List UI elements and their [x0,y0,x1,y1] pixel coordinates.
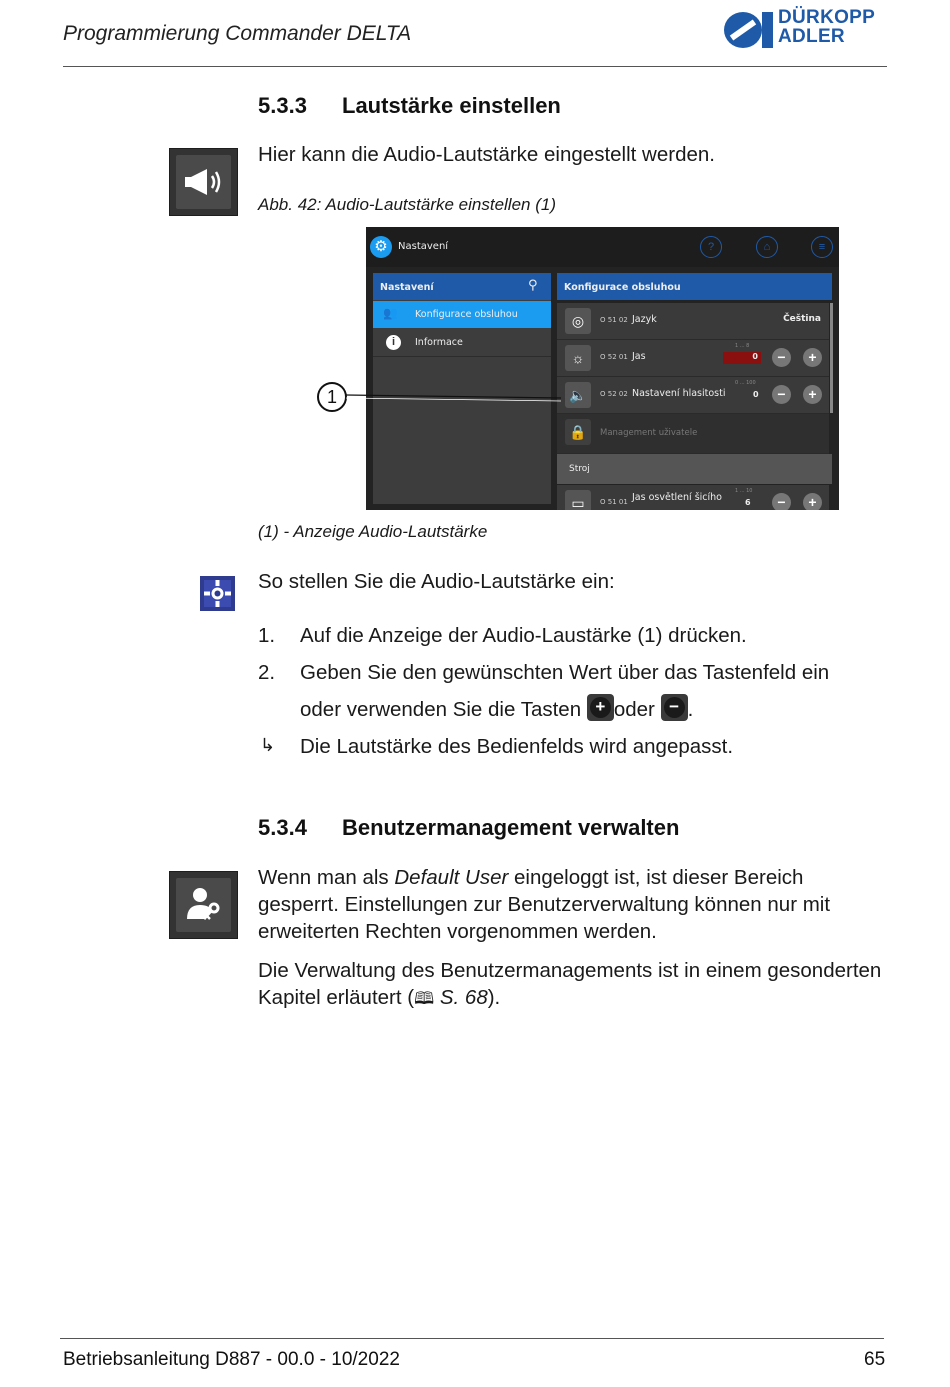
right-panel-title: Konfigurace obsluhou [564,282,681,293]
document-header-title: Programmierung Commander DELTA [63,22,412,45]
instruction-icon [200,576,235,611]
brightness-minus-button[interactable]: − [772,348,791,367]
plus-key-icon: + [587,694,614,721]
help-icon[interactable]: ? [700,236,722,258]
section-heading-volume: 5.3.3 Lautstärke einstellen [258,93,561,118]
settings-row-user-management: 🔒 Management uživatele [557,414,829,454]
light-minus-button[interactable]: − [772,493,791,510]
settings-row-language[interactable]: ◎ O 51 02 Jazyk Čeština [557,303,829,340]
left-item-operator-config[interactable]: 👥 Konfigurace obsluhou [373,301,551,328]
figure-legend: (1) - Anzeige Audio-Lautstärke [258,522,488,541]
volume-minus-button[interactable]: − [772,385,791,404]
settings-gear-icon: ⚙ [370,236,392,258]
info-icon: i [386,335,401,350]
duerkopp-adler-logo: DÜRKOPP ADLER [722,8,892,52]
step-2-number: 2. [258,661,276,684]
brightness-icon: ☼ [565,345,591,371]
callout-marker: 1 [317,382,347,412]
users-gear-icon: 👥 [383,306,398,320]
footer-page-number: 65 [864,1349,886,1370]
menu-icon[interactable]: ≡ [811,236,833,258]
volume-plus-button[interactable]: + [803,385,822,404]
globe-icon: ◎ [565,308,591,334]
book-reference-icon: 🕮 [414,989,435,1008]
user-key-icon-tile [169,871,238,939]
figure-caption: Abb. 42: Audio-Lautstärke einstellen (1) [258,195,556,214]
left-item-information[interactable]: i Informace [373,329,551,357]
result-arrow-icon: ↳ [260,735,276,755]
lock-icon: 🔒 [565,419,591,445]
left-panel-title: Nastavení [380,282,434,293]
settings-row-volume[interactable]: 🔈 O 52 02 Nastavení hlasitosti 0 ... 100 0 − + [557,377,829,414]
search-icon[interactable]: ⚲ [528,278,538,293]
settings-row-brightness[interactable]: ☼ O 52 01 Jas 1 ... 8 0 − + [557,340,829,377]
brightness-plus-button[interactable]: + [803,348,822,367]
sewing-light-icon: ▭ [565,490,591,510]
logo-mark-icon [722,8,776,52]
home-icon[interactable]: ⌂ [756,236,778,258]
step-1-text: Auf die Anzeige der Audio-Laustärke (1) drücken. [300,624,747,647]
section-heading-user-management: 5.3.4 Benutzermanagement verwalten [258,815,680,840]
intro-text: Hier kann die Audio-Lautstärke eingestellt werden. [258,143,715,166]
minus-key-icon: − [661,694,688,721]
callout-leader-line [346,394,562,402]
step-2-continuation: oder verwenden Sie die Tasten + oder − . [300,697,693,724]
instruction-intro: So stellen Sie die Audio-Lautstärke ein: [258,570,615,593]
step-2-text: Geben Sie den gewünschten Wert über das Tastenfeld ein [300,661,830,684]
step-1-number: 1. [258,624,276,647]
volume-value[interactable]: 0 [753,390,759,399]
user-key-icon [185,886,223,924]
settings-row-light[interactable]: ▭ O 51 01 Jas osvětlení šicího 1 ... 10 6 − + [557,485,829,510]
result-text: Die Lautstärke des Bedienfelds wird angepasst. [300,735,734,758]
footer-rule [60,1338,884,1339]
page-reference-link[interactable]: S. 68 [439,986,488,1009]
settings-screenshot [366,227,839,510]
scrollbar[interactable] [830,303,833,413]
brightness-value-box[interactable]: 0 [723,352,761,364]
speaker-icon-small: 🔈 [565,382,591,408]
header-rule [63,66,887,67]
screen-title: Nastavení [398,241,449,252]
footer-document-id: Betriebsanleitung D887 - 00.0 - 10/2022 [63,1349,400,1370]
user-management-paragraph-2: Die Verwaltung des Benutzermanagements ist in einem gesonderten Kapitel erläutert (🕮 S. 68). [258,959,882,1009]
speaker-icon [183,167,225,197]
user-management-paragraph-1: Wenn man als Default User eingeloggt ist, ist dieser Bereich gesperrt. Einstellungen zur Benutzerverwaltung können nur mit erweiterten Rechten vorgenommen werden. [258,866,831,943]
group-header-machine: Stroj [557,454,832,484]
speaker-icon-tile [169,148,238,216]
light-plus-button[interactable]: + [803,493,822,510]
